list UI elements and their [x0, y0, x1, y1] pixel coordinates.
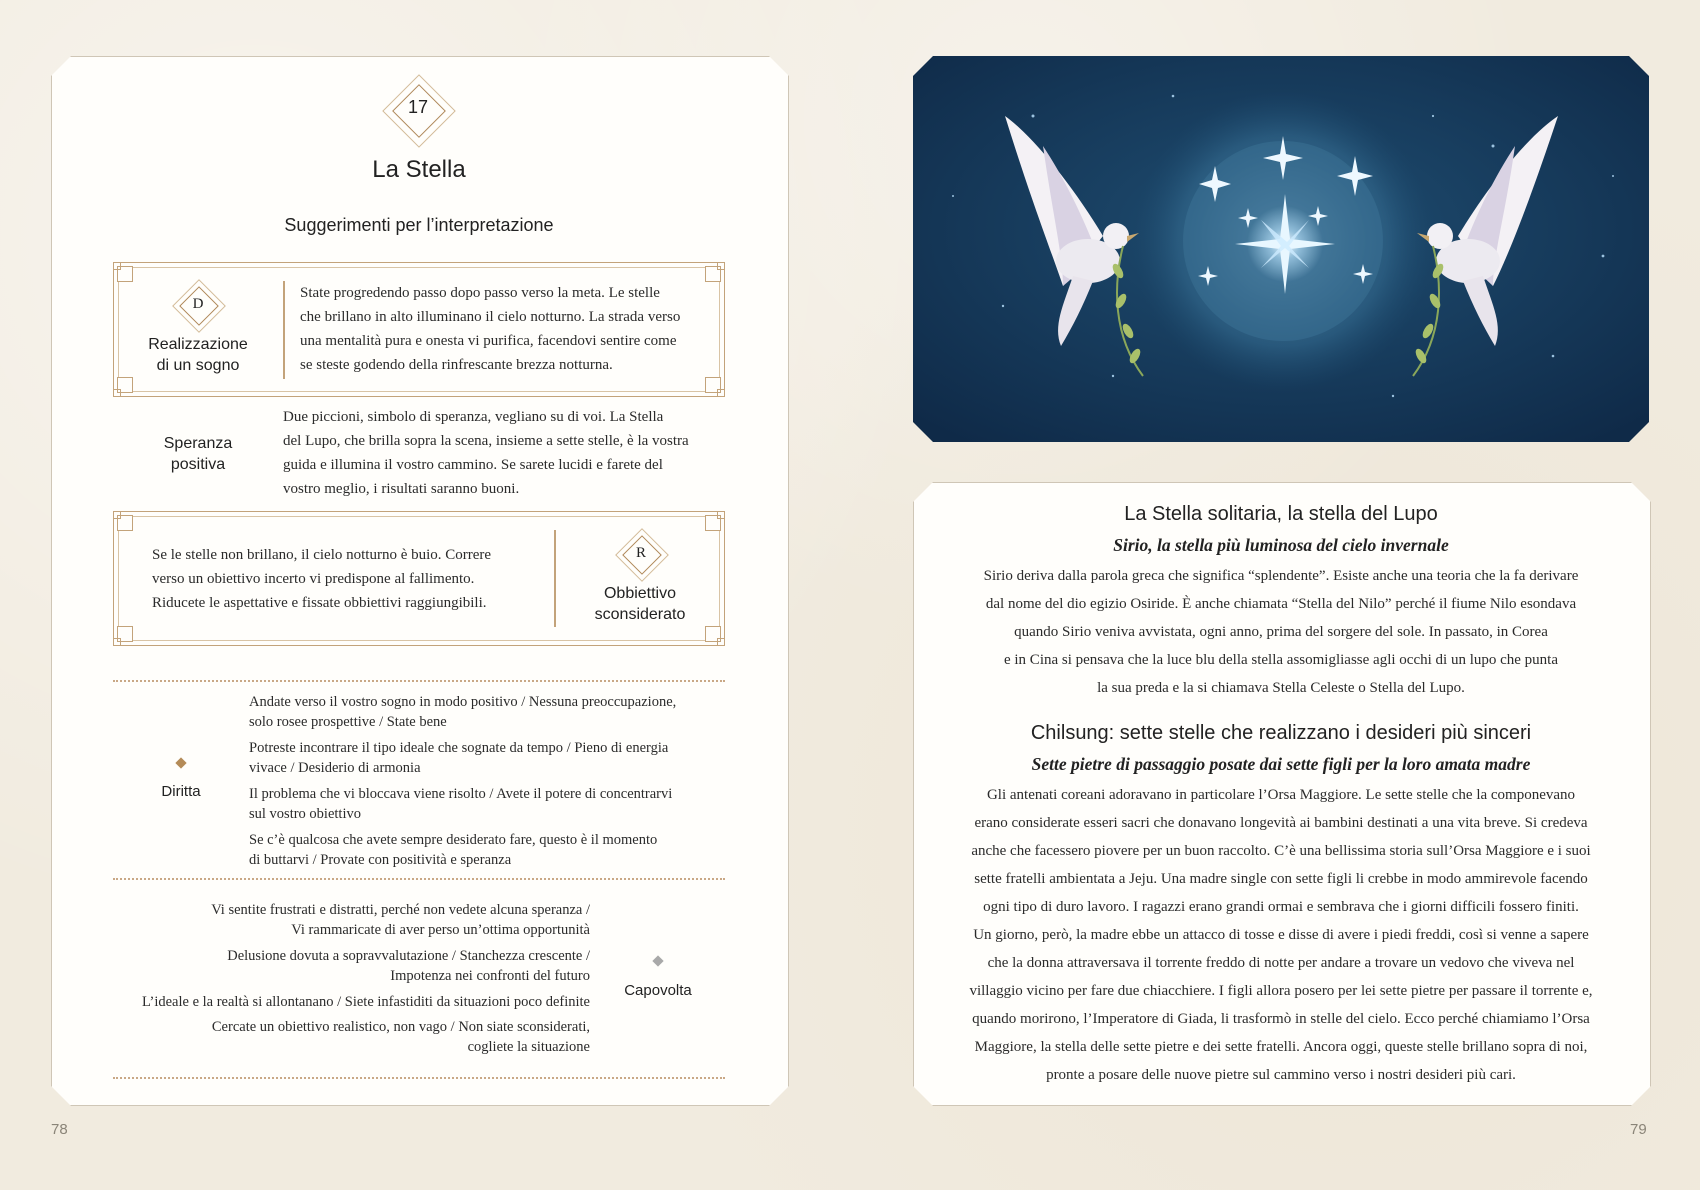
list-line: cogliete la situazione — [467, 1039, 590, 1055]
text-line: che brillano in alto illuminano il cielo notturno. La strada verso — [300, 309, 681, 325]
text-line: Riducete le aspettative e fissate obbiettivi raggiungibili. — [152, 595, 487, 611]
section2-heading: Chilsung: sette stelle che realizzano i desideri più sinceri — [1030, 722, 1532, 744]
list-line: Delusione dovuta a sopravvalutazione / Stanchezza crescente / — [227, 948, 590, 964]
section2-body — [940, 781, 1622, 1089]
card-subtitle: Suggerimenti per l’interpretazione — [284, 215, 554, 235]
text-line: State progredendo passo dopo passo verso la meta. Le stelle — [300, 285, 660, 301]
reversed-label-line: sconsiderato — [594, 606, 686, 623]
upright-label-line: Realizzazione — [148, 336, 248, 353]
upright-divider — [283, 281, 285, 379]
upright-label-line: di un sogno — [156, 357, 240, 374]
text-line: del Lupo, che brilla sopra la scena, insieme a sette stelle, è la vostra — [283, 433, 689, 449]
list-line: di buttarvi / Provate con positività e speranza — [249, 852, 512, 868]
list-line: Andate verso il vostro sogno in modo positivo / Nessuna preoccupazione, — [249, 694, 677, 710]
list-item — [113, 946, 590, 986]
text-line: pronte a posare delle nuove pietre sul cammino verso i nostri desideri più cari. — [1046, 1067, 1516, 1083]
hope-label — [138, 433, 258, 475]
section1-subheading: Sirio, la stella più luminosa del cielo invernale — [1113, 535, 1449, 555]
frame-ornament — [113, 511, 135, 533]
upright-letter: D — [192, 296, 204, 312]
text-line: ogni tipo di duro lavoro. I ragazzi erano grandi ormai e sembrava che i giorni difficili fossero finiti. — [983, 899, 1579, 915]
card-title: La Stella — [372, 156, 466, 183]
frame-ornament — [113, 262, 135, 284]
hope-text — [283, 405, 723, 501]
list-line: Se c’è qualcosa che avete sempre desiderato fare, questo è il momento — [249, 832, 658, 848]
text-line: Se le stelle non brillano, il cielo notturno è buio. Correre — [152, 547, 492, 563]
section1-body — [940, 562, 1622, 702]
reversed-list-label: Capovolta — [624, 982, 692, 999]
list-line: sul vostro obiettivo — [249, 806, 361, 822]
list-item — [113, 900, 590, 940]
text-line: sette fratelli ambientata a Jeju. Una madre single con sette figli li crebbe in modo ammirevole facendo — [974, 871, 1588, 887]
hope-label-line: positiva — [170, 456, 226, 473]
list-line: L’ideale e la realtà si allontanano / Siete infastiditi da situazioni poco definite — [141, 994, 590, 1010]
reversed-label — [580, 583, 700, 625]
reversed-text — [152, 543, 532, 615]
dotted-separator — [113, 1077, 725, 1079]
star-doves-illustration — [913, 56, 1649, 442]
frame-ornament — [703, 624, 725, 646]
text-line: guida e illumina il vostro cammino. Se sarete lucidi e farete del — [283, 457, 663, 473]
text-line: Maggiore, la stella delle sette pietre e dei sette fratelli. Ancora oggi, queste stelle brillano sopra di noi, — [974, 1039, 1588, 1055]
text-line: anche che facessero piovere per un buon raccolto. C’è una bellissima storia sull’Orsa Maggiore e i suoi — [971, 843, 1591, 859]
card-number: 17 — [407, 97, 429, 117]
frame-ornament — [113, 375, 135, 397]
text-line: e in Cina si pensava che la luce blu della stella assomigliasse agli occhi di un lupo che punta — [1003, 652, 1558, 668]
section2-subheading: Sette pietre di passaggio posate dai sette figli per la loro amata madre — [1031, 754, 1531, 774]
frame-ornament — [113, 624, 135, 646]
card-illustration — [913, 56, 1649, 442]
text-line: vostro meglio, i risultati saranno buoni. — [283, 481, 520, 497]
reversed-label-line: Obbiettivo — [603, 585, 677, 602]
list-line: Potreste incontrare il tipo ideale che sognate da tempo / Pieno di energia — [249, 740, 669, 756]
list-line: Il problema che vi bloccava viene risolto / Avete il potere di concentrarvi — [249, 786, 673, 802]
section1-heading: La Stella solitaria, la stella del Lupo — [1124, 503, 1438, 525]
list-line: Vi sentite frustrati e distratti, perché non vedete alcuna speranza / — [211, 902, 590, 918]
text-line: Sirio deriva dalla parola greca che significa “splendente”. Esiste anche una teoria che la fa derivare — [983, 568, 1579, 584]
list-line: Vi rammaricate di aver perso un’ottima opportunità — [291, 922, 590, 938]
frame-ornament — [703, 375, 725, 397]
list-item — [113, 992, 590, 1012]
reversed-divider — [554, 530, 556, 627]
reversed-letter: R — [635, 545, 646, 561]
text-line: una mentalità pura e onesta vi purifica, facendovi sentire come — [300, 333, 677, 349]
dotted-separator — [113, 680, 725, 682]
page-number-right: 79 — [1630, 1121, 1647, 1138]
list-item — [249, 784, 719, 824]
list-line: Cercate un obiettivo realistico, non vago / Non siate sconsiderati, — [211, 1019, 590, 1035]
list-item — [249, 830, 719, 870]
upright-list-label: Diritta — [161, 783, 201, 800]
text-line: erano considerate esseri sacri che donavano longevità ai bambini destinati a una vita breve. Si credeva — [974, 815, 1588, 831]
text-line: che la donna attraversava il torrente freddo di notte per andare a trovare un vedovo che viveva nel — [987, 955, 1575, 971]
list-line: solo rosee prospettive / State bene — [249, 714, 447, 730]
text-line: Gli antenati coreani adoravano in particolare l’Orsa Maggiore. Le sette stelle che la componevano — [986, 787, 1576, 803]
frame-ornament — [703, 511, 725, 533]
text-line: dal nome del dio egizio Osiride. È anche chiamata “Stella del Nilo” perché il fiume Nilo esondava — [985, 596, 1577, 612]
list-item — [113, 1017, 590, 1057]
list-line: Impotenza nei confronti del futuro — [390, 968, 590, 984]
list-item — [249, 738, 719, 778]
list-item — [249, 692, 719, 732]
dotted-separator — [113, 878, 725, 880]
text-line: Due piccioni, simbolo di speranza, vegliano su di voi. La Stella — [283, 409, 664, 425]
text-line: quando morirono, l’Imperatore di Giada, li trasformò in stelle del cielo. Ecco perché chiamiamo l’Orsa — [972, 1011, 1590, 1027]
list-line: vivace / Desiderio di armonia — [249, 760, 421, 776]
upright-text — [300, 281, 720, 377]
text-line: la sua preda e la si chiamava Stella Celeste o Stella del Lupo. — [1097, 680, 1465, 696]
text-line: verso un obiettivo incerto vi predispone al fallimento. — [152, 571, 475, 587]
hope-label-line: Speranza — [163, 435, 233, 452]
page-number-left: 78 — [51, 1121, 68, 1138]
upright-label — [138, 334, 258, 376]
text-line: se steste godendo della rinfrescante brezza notturna. — [300, 357, 613, 373]
text-line: quando Sirio veniva avvistata, ogni anno, prima del sorgere del sole. In passato, in Corea — [1014, 624, 1548, 640]
text-line: Un giorno, però, la madre ebbe un attacco di tosse e disse di avere i piedi freddi, così si venne a sapere — [973, 927, 1589, 943]
text-line: villaggio vicino per fare due chiacchiere. I figli allora posero per lei sette pietre per passare il torrente e, — [969, 983, 1593, 999]
